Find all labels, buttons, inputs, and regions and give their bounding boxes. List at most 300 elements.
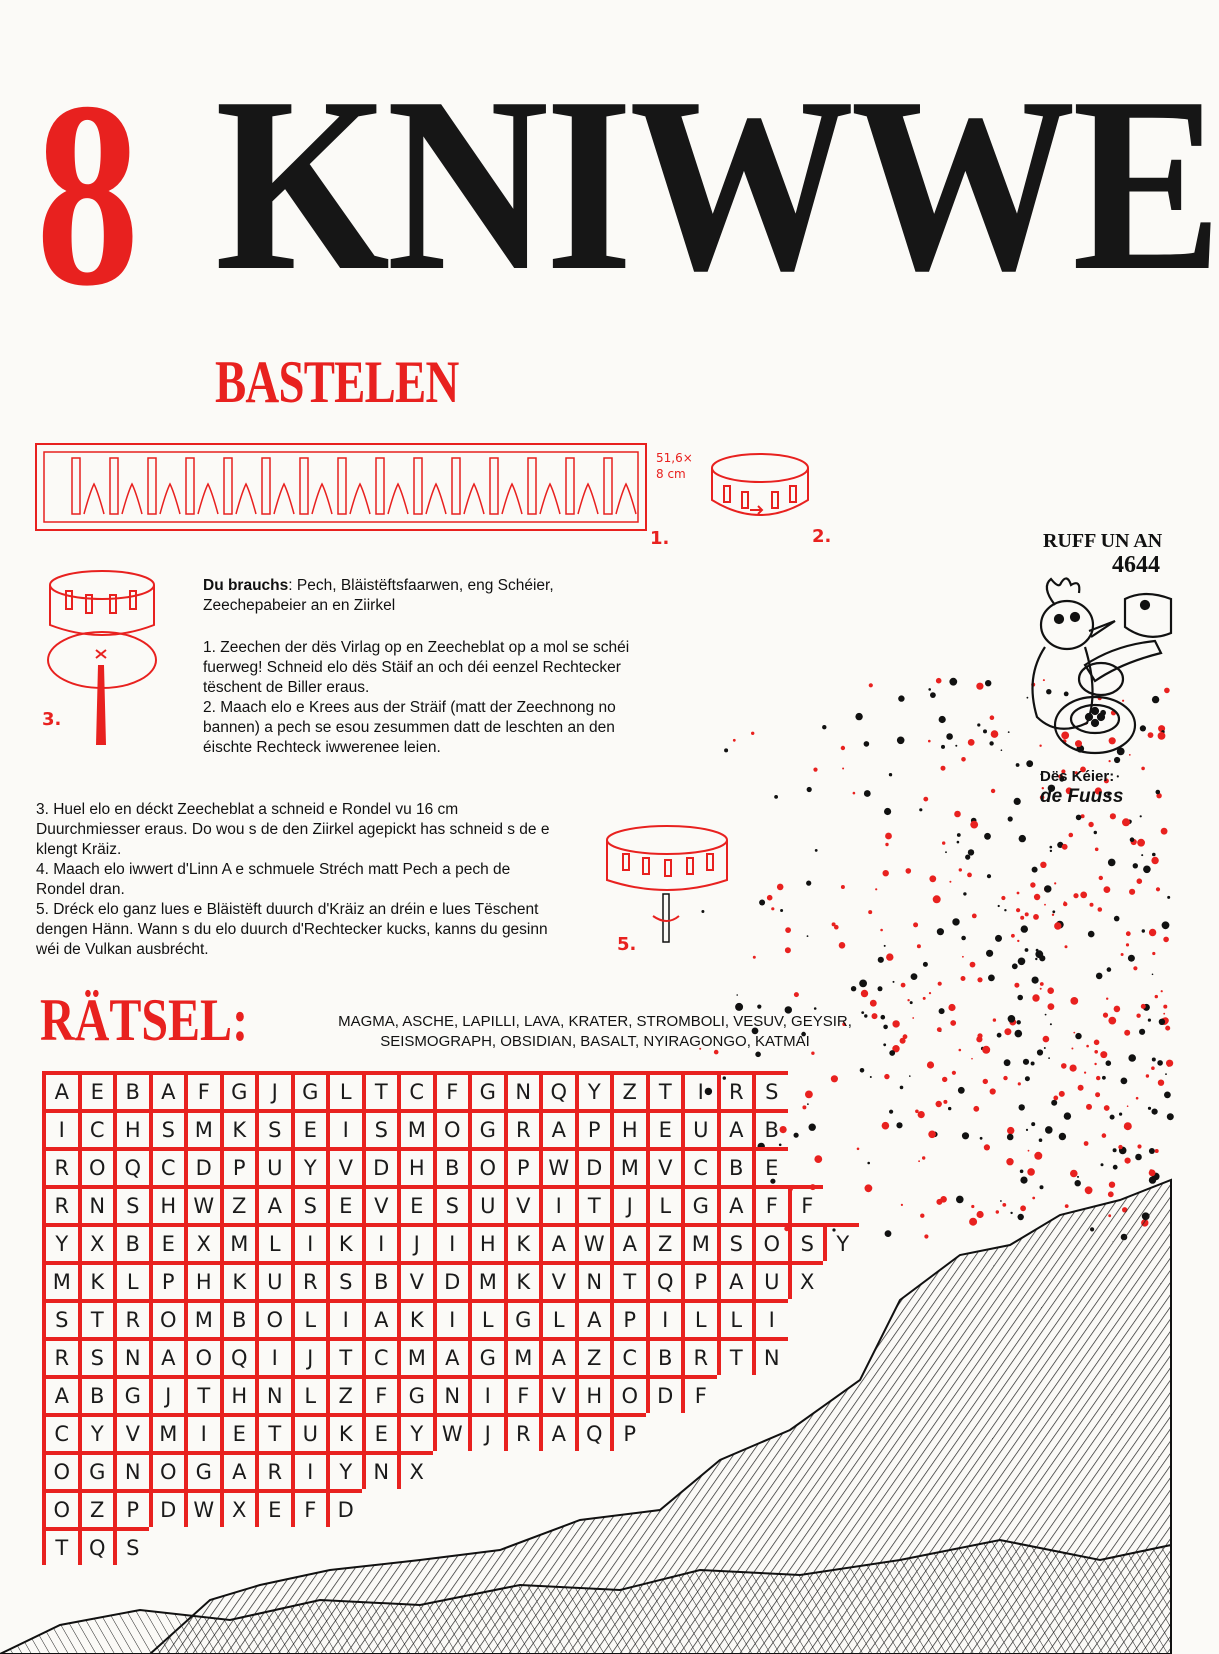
splatter-dot [1152,952,1155,955]
splatter-dot [1062,844,1068,850]
splatter-dot [918,1111,925,1118]
grid-cell: L [291,1299,327,1337]
grid-cell: K [220,1109,256,1147]
grid-cell: W [184,1489,220,1527]
splatter-dot [1075,1180,1081,1186]
grid-cell: Z [220,1185,256,1223]
splatter-dot [998,905,1000,907]
splatter-dot [1019,835,1026,842]
grid-cell: I [326,1299,362,1337]
splatter-dot [1069,833,1074,838]
grid-cell: V [397,1261,433,1299]
grid-cell: S [326,1261,362,1299]
grid-cell: C [42,1413,78,1451]
splatter-dot [774,795,778,799]
splatter-dot [1063,902,1067,906]
splatter-dot [1106,1060,1112,1066]
splatter-dot [868,910,872,914]
strip-slots [72,458,636,514]
grid-cell: E [149,1223,185,1261]
splatter-dot [841,885,845,889]
grid-cell: M [468,1261,504,1299]
grid-cell: C [610,1337,646,1375]
splatter-dot [1094,1063,1096,1065]
strip-slot [110,458,118,514]
splatter-dot [1006,1158,1013,1165]
splatter-dot [1034,894,1040,900]
splatter-dot [834,925,839,930]
grid-cell: C [362,1337,398,1375]
grid-cell: X [78,1223,114,1261]
splatter-dot [1035,958,1037,960]
grid-cell: J [291,1337,327,1375]
splatter-dot [1017,940,1019,942]
grid-cell: N [752,1337,788,1375]
splatter-dot [1139,1029,1145,1035]
splatter-dot [945,851,947,853]
splatter-dot [1156,887,1160,891]
grid-cell: V [539,1375,575,1413]
splatter-dot [1018,1214,1024,1220]
grid-cell: U [291,1413,327,1451]
splatter-dot [1004,1028,1011,1035]
grid-cell: I [42,1109,78,1147]
splatter-dot [1036,949,1039,952]
splatter-dot [993,1018,996,1021]
grid-cell: Z [78,1489,114,1527]
step-5-text: 5. Dréck elo ganz lues e Bläistëft duurch d'Kräiz an dréin e lues Tëschent dengen Hänn. Wann s du elo duurch d'Rechtecker kucks, kanns du gesinn wéi de Vulkan ausbrécht. [36,901,548,958]
grid-cell: B [113,1223,149,1261]
grid-cell: U [255,1261,291,1299]
grid-cell: E [362,1413,398,1451]
splatter-dot [911,973,918,980]
grid-row [42,1223,859,1261]
splatter-dot [885,1230,892,1237]
grid-cell: M [681,1223,717,1261]
splatter-dot [1140,815,1142,817]
grid-cell: L [113,1261,149,1299]
grid-cell: V [646,1147,682,1185]
grid-cell: X [184,1223,220,1261]
splatter-dot [898,695,904,701]
splatter-dot [1047,987,1054,994]
splatter-dot [1004,909,1006,911]
materials-label: Du brauchs [203,577,289,594]
grid-cell: N [575,1261,611,1299]
splatter-dot [933,895,941,903]
splatter-dot [1152,974,1154,976]
word-list [300,1012,890,1052]
grid-cell: B [752,1109,788,1147]
splatter-dot [1106,998,1108,1000]
zoetrope-diagram [595,820,745,960]
grid-cell: F [433,1071,469,1109]
splatter-dot [1149,1176,1156,1183]
splatter-dot [780,909,783,912]
splatter-dot [1004,1059,1011,1066]
grid-cell: S [113,1527,149,1565]
step-4-text: 4. Maach elo iwwert d'Linn A e schmuele Stréch matt Pech a pech de Rondel dran. [36,861,511,898]
splatter-dot [1094,1040,1100,1046]
splatter-dot [982,1046,990,1054]
splatter-dot [1065,1204,1069,1208]
splatter-dot [878,986,883,991]
grid-cell: A [717,1261,753,1299]
steps-left-column [36,800,561,960]
grid-cell: A [575,1299,611,1337]
splatter-dot [963,892,966,895]
splatter-dot [771,907,774,910]
volcano-frame [236,484,256,514]
grid-cell: P [681,1261,717,1299]
splatter-dot [864,741,870,747]
splatter-dot [1100,1051,1107,1058]
strip-slot [452,458,460,514]
splatter-dot [1045,1014,1047,1016]
grid-cell: G [681,1185,717,1223]
grid-cell: O [433,1109,469,1147]
splatter-dot [965,855,970,860]
grid-row [42,1185,859,1223]
splatter-dot [1025,912,1029,916]
splatter-dot [1119,1113,1122,1116]
splatter-dot [910,1001,913,1004]
splatter-dot [1133,966,1137,970]
splatter-dot [923,962,928,967]
splatter-dot [807,787,812,792]
grid-cell: T [326,1337,362,1375]
splatter-dot [987,874,991,878]
grid-row [42,1413,859,1451]
splatter-dot [735,1003,743,1011]
volcano-frame [350,484,370,514]
splatter-dot [1113,1148,1117,1152]
splatter-dot [972,914,977,919]
grid-cell: F [362,1375,398,1413]
splatter-dot [1017,892,1020,895]
step-marker-1: 1. [650,528,670,549]
splatter-dot [814,1007,817,1010]
splatter-dot [938,982,942,986]
grid-cell: E [397,1185,433,1223]
splatter-dot [948,1107,951,1110]
grid-cell: N [362,1451,398,1489]
splatter-dot [1094,831,1097,834]
splatter-dot [1034,1152,1042,1160]
grid-cell: I [539,1185,575,1223]
splatter-dot [785,927,791,933]
grid-cell: U [255,1147,291,1185]
splatter-dot [759,900,765,906]
splatter-dot [889,773,892,776]
grid-cell: G [468,1337,504,1375]
splatter-dot [955,745,957,747]
grid-cell: B [220,1299,256,1337]
strip-slot [528,458,536,514]
splatter-dot [940,1196,947,1203]
grid-cell: J [397,1223,433,1261]
splatter-dot [870,1076,872,1078]
grid-cell: P [610,1299,646,1337]
splatter-dot [875,888,877,890]
grid-row [42,1375,859,1413]
steps-right-column [203,638,648,758]
splatter-dot [806,881,811,886]
grid-cell: O [752,1223,788,1261]
splatter-dot [1061,1063,1067,1069]
splatter-dot [949,881,951,883]
splatter-dot [969,1218,977,1226]
splatter-dot [961,936,966,941]
grid-cell: A [433,1337,469,1375]
splatter-dot [865,1184,873,1192]
grid-cell: M [397,1337,433,1375]
splatter-dot [1044,904,1046,906]
grid-cell: D [362,1147,398,1185]
grid-cell: S [78,1337,114,1375]
splatter-dot [922,1156,925,1159]
strip-slot [414,458,422,514]
grid-cell: W [184,1185,220,1223]
grid-cell: Q [539,1071,575,1109]
splatter-dot [990,715,995,720]
splatter-dot [755,1052,761,1058]
splatter-dot [939,716,946,723]
grid-cell: R [42,1337,78,1375]
splatter-dot [1137,878,1143,884]
grid-cell: A [42,1375,78,1413]
grid-cell: A [255,1185,291,1223]
grid-cell: C [397,1071,433,1109]
splatter-dot [1059,1091,1065,1097]
splatter-dot [892,1020,899,1027]
grid-cell: L [646,1185,682,1223]
splatter-dot [1096,1076,1100,1080]
splatter-dot [1125,1158,1131,1164]
splatter-dot [1113,1165,1118,1170]
splatter-dot [961,757,966,762]
splatter-dot [968,739,975,746]
splatter-dot [1152,853,1156,857]
splatter-dot [1010,1212,1012,1214]
grid-cell: V [539,1261,575,1299]
splatter-dot [1030,882,1035,887]
splatter-dot [1098,907,1103,912]
splatter-dot [977,1211,984,1218]
step-marker-2: 2. [812,526,832,547]
grid-cell: A [539,1109,575,1147]
volcano-frame [198,484,218,514]
splatter-dot [928,740,931,743]
grid-cell: R [681,1337,717,1375]
grid-cell: T [610,1261,646,1299]
splatter-dot [1149,1148,1155,1154]
grid-cell: T [717,1337,753,1375]
grid-cell: G [468,1109,504,1147]
strip-slot [338,458,346,514]
splatter-dot [884,808,891,815]
step-2-text: 2. Maach elo e Krees aus der Sträif (matt der Zeechnong no bannen) a pech se esou zesummen datt de leschten an den éischte Rechteck iwwerenee leien. [203,699,616,756]
grid-cell: D [575,1147,611,1185]
grid-cell: G [397,1375,433,1413]
splatter-dot [1146,1074,1149,1077]
keier-label: Dës Kéier: [1040,768,1115,785]
grid-cell: Z [646,1223,682,1261]
materials-text: : Pech, Bläistëftsfaarwen, eng Schéier, Zeechepabeier an en Ziirkel [203,577,554,614]
grid-cell: H [149,1185,185,1223]
splatter-dot [1014,798,1021,805]
splatter-dot [1141,1004,1146,1009]
grid-cell: H [575,1375,611,1413]
splatter-dot [962,956,964,958]
splatter-dot [968,849,974,855]
splatter-dot [861,990,868,997]
grid-cell: G [291,1071,327,1109]
strip-slot [224,458,232,514]
grid-cell: L [468,1299,504,1337]
splatter-dot [901,1204,903,1206]
splatter-dot [913,922,918,927]
splatter-dot [1155,1149,1159,1153]
grid-cell: F [752,1185,788,1223]
grid-row [42,1527,859,1565]
splatter-dot [1148,1019,1151,1022]
grid-cell: A [149,1071,185,1109]
grid-cell: R [717,1071,753,1109]
splatter-dot [1108,859,1116,867]
grid-cell: X [788,1261,824,1299]
grid-cell: V [504,1185,540,1223]
grid-cell: S [788,1223,824,1261]
grid-cell: N [78,1185,114,1223]
grid-cell: A [220,1451,256,1489]
strip-slot [186,458,194,514]
grid-cell: P [610,1413,646,1451]
grid-cell: P [504,1147,540,1185]
splatter-dot [1102,1133,1107,1138]
grid-cell: Z [326,1375,362,1413]
grid-cell: S [291,1185,327,1223]
grid-cell: Y [42,1223,78,1261]
grid-cell: U [681,1109,717,1147]
grid-cell: V [113,1413,149,1451]
splatter-dot [886,953,893,960]
splatter-dot [937,928,944,935]
splatter-dot [958,1087,965,1094]
splatter-dot [1008,1015,1016,1023]
grid-cell: H [184,1261,220,1299]
grid-cell: R [504,1413,540,1451]
strip-slot [566,458,574,514]
grid-cell: O [149,1299,185,1337]
word-list-line-2: SEISMOGRAPH, OBSIDIAN, BASALT, NYIRAGONGO, KATMAI [380,1033,810,1050]
splatter-dot [1073,893,1078,898]
splatter-dot [920,1214,924,1218]
word-list-line-1: MAGMA, ASCHE, LAPILLI, LAVA, KRATER, STROMBOLI, VESUV, GEYSIR, [338,1013,852,1030]
splatter-dot [1148,1107,1151,1110]
splatter-dot [1078,1085,1084,1091]
splatter-dot [930,692,936,698]
splatter-dot [918,1160,920,1162]
grid-cell: T [42,1527,78,1565]
splatter-dot [985,680,991,686]
grid-cell: A [539,1223,575,1261]
ruff-number: 4644 [1112,552,1160,578]
grid-cell: I [681,1071,717,1109]
grid-cell: H [220,1375,256,1413]
splatter-dot [1077,1176,1079,1178]
splatter-dot [1015,1030,1023,1038]
craft-strip-diagram [30,438,693,550]
splatter-dot [1007,1127,1014,1134]
grid-cell: P [113,1489,149,1527]
splatter-dot [889,1050,895,1056]
splatter-dot [880,929,883,932]
splatter-dot [724,748,728,752]
splatter-dot [1121,953,1124,956]
splatter-dot [1126,943,1129,946]
splatter-dot [1156,790,1161,795]
splatter-dot [991,730,999,738]
splatter-dot [794,992,799,997]
splatter-dot [984,1144,990,1150]
grid-cell: A [539,1337,575,1375]
grid-cell: Q [220,1337,256,1375]
splatter-dot [977,723,980,726]
splatter-dot [907,999,909,1001]
splatter-dot [1054,882,1056,884]
splatter-dot [1053,1096,1058,1101]
splatter-dot [1075,1033,1081,1039]
splatter-dot [885,843,888,846]
splatter-dot [1048,1057,1050,1059]
splatter-dot [1157,1060,1163,1066]
splatter-dot [1017,1020,1021,1024]
volcano-frame [312,484,332,514]
splatter-dot [1071,1048,1073,1050]
splatter-dot [1085,1186,1093,1194]
splatter-dot [822,725,826,729]
grid-cell: K [504,1261,540,1299]
splatter-dot [1031,1062,1035,1066]
grid-cell: V [362,1185,398,1223]
splatter-dot [785,947,791,953]
splatter-dot [1050,846,1053,849]
splatter-dot [1108,1191,1114,1197]
splatter-dot [952,1071,956,1075]
splatter-dot [1020,916,1024,920]
splatter-dot [1033,914,1039,920]
splatter-dot [733,739,736,742]
splatter-dot [1039,955,1045,961]
splatter-dot [1159,1019,1165,1025]
grid-cell: C [681,1147,717,1185]
splatter-dot [884,1074,889,1079]
grid-cell: I [433,1223,469,1261]
grid-cell: S [113,1185,149,1223]
grid-cell: Y [326,1451,362,1489]
splatter-dot [1076,815,1082,821]
splatter-dot [906,868,912,874]
grid-cell: B [433,1147,469,1185]
splatter-dot [1127,1105,1129,1107]
splatter-dot [970,821,978,829]
grid-cell: F [504,1375,540,1413]
splatter-dot [900,1086,904,1090]
grid-cell: Y [575,1071,611,1109]
splatter-dot [1104,1105,1110,1111]
splatter-dot [1155,995,1158,998]
